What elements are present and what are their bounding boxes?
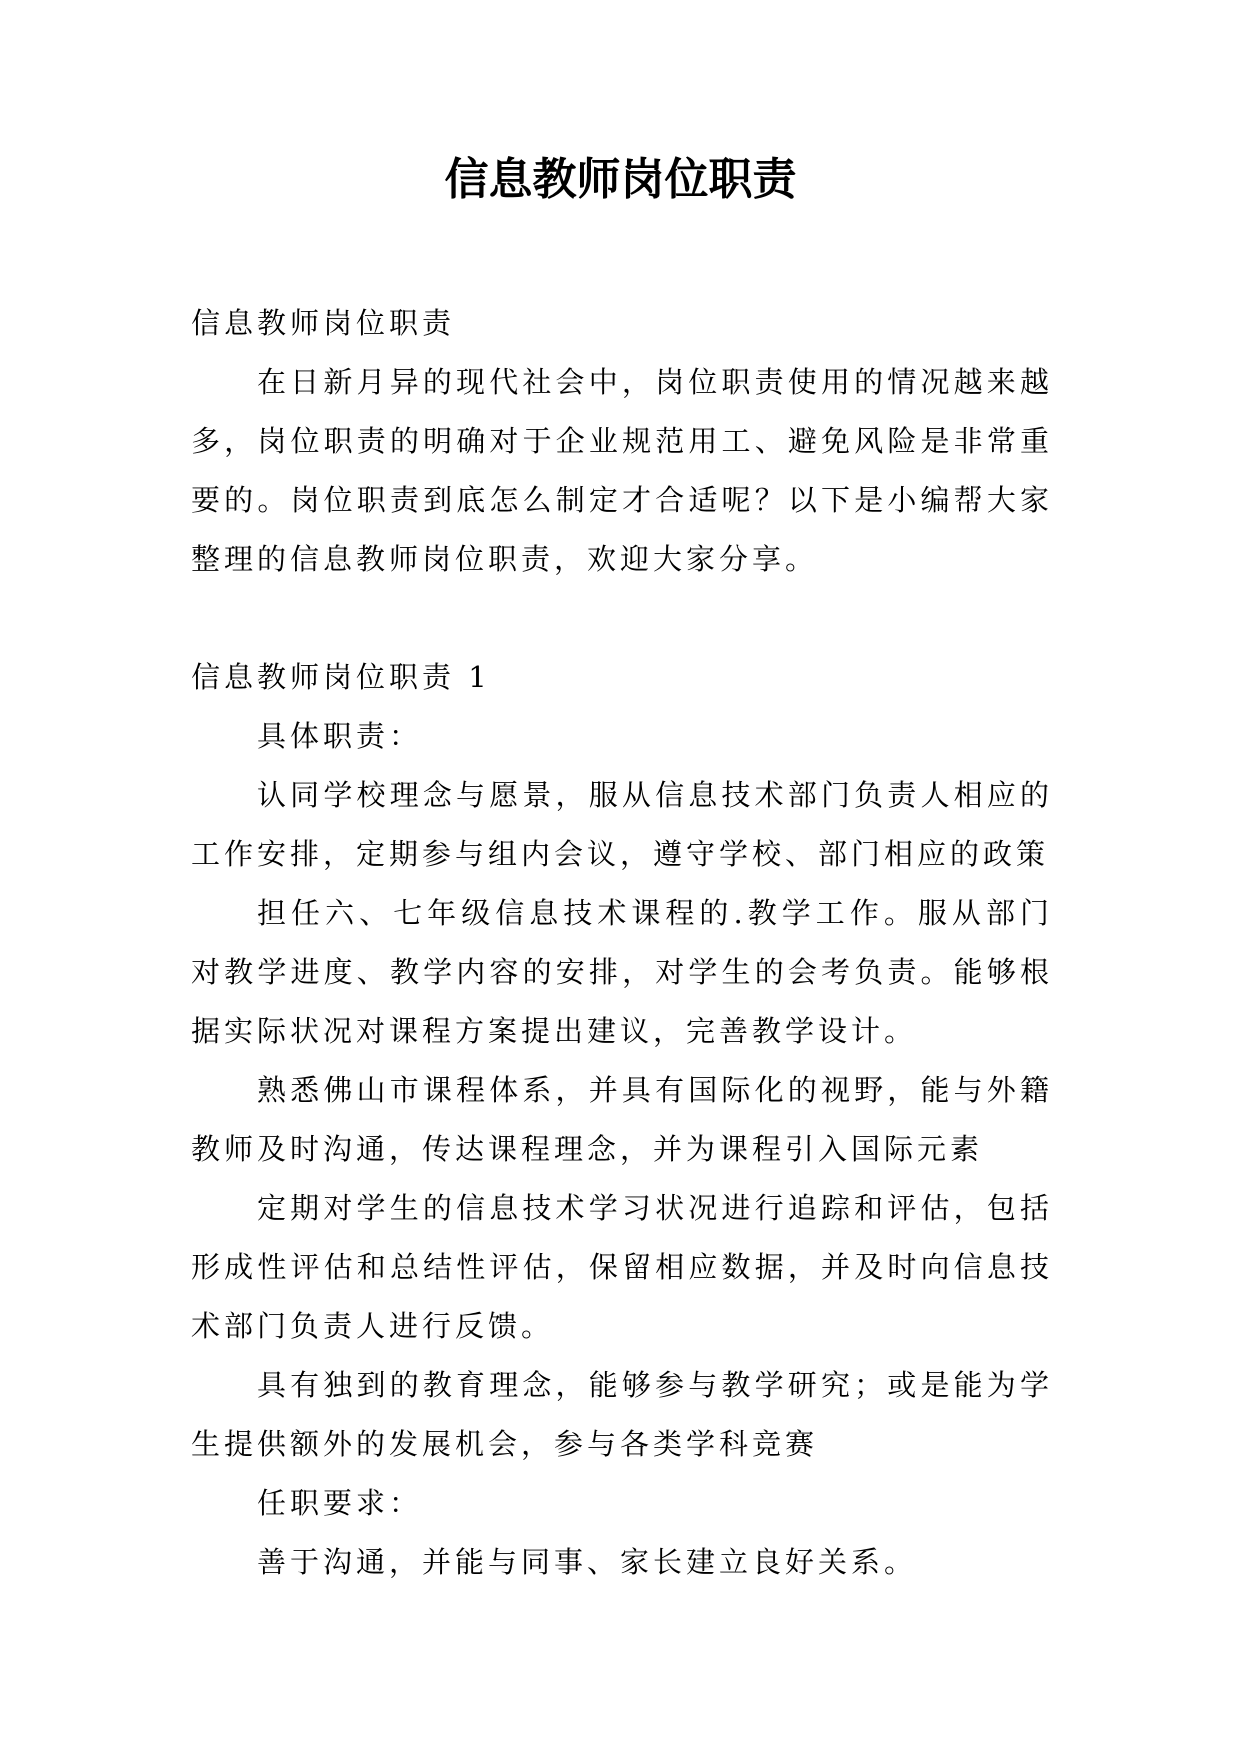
duty-paragraph: 担任六、七年级信息技术课程的.教学工作。服从部门对教学进度、教学内容的安排，对学生的会考负责。能够根据实际状况对课程方案提出建议，完善教学设计。 xyxy=(191,896,1053,1048)
subheading-duties: 具体职责： xyxy=(257,719,423,753)
section-heading-intro: 信息教师岗位职责 xyxy=(191,306,456,340)
document-body xyxy=(191,294,1053,1592)
duty-paragraph: 定期对学生的信息技术学习状况进行追踪和评估，包括形成性评估和总结性评估，保留相应数据，并及时向信息技术部门负责人进行反馈。 xyxy=(191,1191,1053,1343)
duty-paragraph: 熟悉佛山市课程体系，并具有国际化的视野，能与外籍教师及时沟通，传达课程理念，并为课程引入国际元素 xyxy=(191,1073,1053,1166)
paragraph-gap xyxy=(191,589,1053,648)
duty-paragraph: 具有独到的教育理念，能够参与教学研究；或是能为学生提供额外的发展机会，参与各类学科竞赛 xyxy=(191,1368,1053,1461)
subheading-requirements: 任职要求： xyxy=(257,1486,423,1520)
requirement-paragraph: 善于沟通，并能与同事、家长建立良好关系。 xyxy=(257,1545,918,1579)
intro-paragraph: 在日新月异的现代社会中，岗位职责使用的情况越来越多，岗位职责的明确对于企业规范用工、避免风险是非常重要的。岗位职责到底怎么制定才合适呢？以下是小编帮大家整理的信息教师岗位职责，欢迎大家分享。 xyxy=(191,365,1053,576)
section-heading-1: 信息教师岗位职责 1 xyxy=(191,660,491,694)
document-title: 信息教师岗位职责 xyxy=(444,154,797,205)
duty-paragraph: 认同学校理念与愿景，服从信息技术部门负责人相应的工作安排，定期参与组内会议，遵守学校、部门相应的政策 xyxy=(191,778,1053,871)
